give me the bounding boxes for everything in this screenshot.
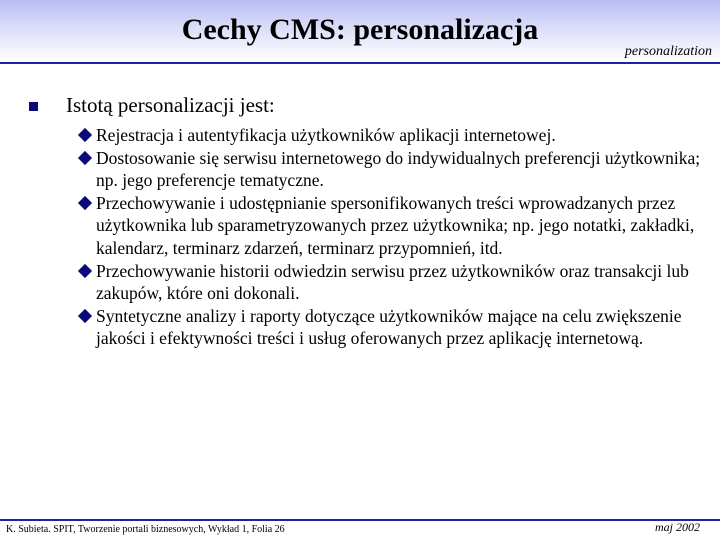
- list-item: [78, 260, 718, 305]
- main-bullet-text: Istotą personalizacji jest:: [66, 93, 275, 117]
- diamond-bullet-icon: [78, 196, 92, 210]
- list-item-text: Przechowywanie historii odwiedzin serwisu przez użytkowników oraz transakcji lub zakupów, które oni dokonali.: [96, 260, 689, 304]
- footer-source: K. Subieta. SPIT, Tworzenie portali biznesowych, Wykład 1, Folia 26: [6, 524, 285, 535]
- footer-divider: [0, 519, 720, 521]
- slide-title: Cechy CMS: personalizacja: [181, 13, 539, 46]
- list-item-text: Syntetyczne analizy i raporty dotyczące użytkowników mające na celu zwiększenie jakości i efektywności treści i usług oferowanych przez aplikację internetową.: [96, 305, 682, 349]
- square-bullet-icon: [29, 102, 38, 111]
- list-item: [78, 124, 718, 147]
- diamond-bullet-icon: [78, 309, 92, 323]
- list-item-text: Rejestracja i autentyfikacja użytkowników aplikacji internetowej.: [96, 125, 556, 145]
- diamond-bullet-icon: [78, 151, 92, 165]
- list-item: [78, 147, 718, 192]
- diamond-bullet-icon: [78, 128, 92, 142]
- diamond-bullet-icon: [78, 263, 92, 277]
- list-item-text: Przechowywanie i udostępnianie spersonifikowanych treści wprowadzanych przez użytkownika lub sparametryzowanych przez użytkownika; np. jego notatki, zakładki, kalendarz, terminarz zdarzeń, terminarz przypomnień, itd.: [96, 192, 695, 258]
- footer-date: maj 2002: [655, 520, 700, 534]
- list-item: [78, 192, 718, 260]
- header-divider: [0, 62, 720, 64]
- list-item: [78, 305, 718, 350]
- slide-subtitle: personalization: [624, 44, 712, 59]
- list-item-text: Dostosowanie się serwisu internetowego do indywidualnych preferencji użytkownika; np. jego preferencje tematyczne.: [96, 147, 701, 191]
- sub-bullet-list: [78, 124, 718, 350]
